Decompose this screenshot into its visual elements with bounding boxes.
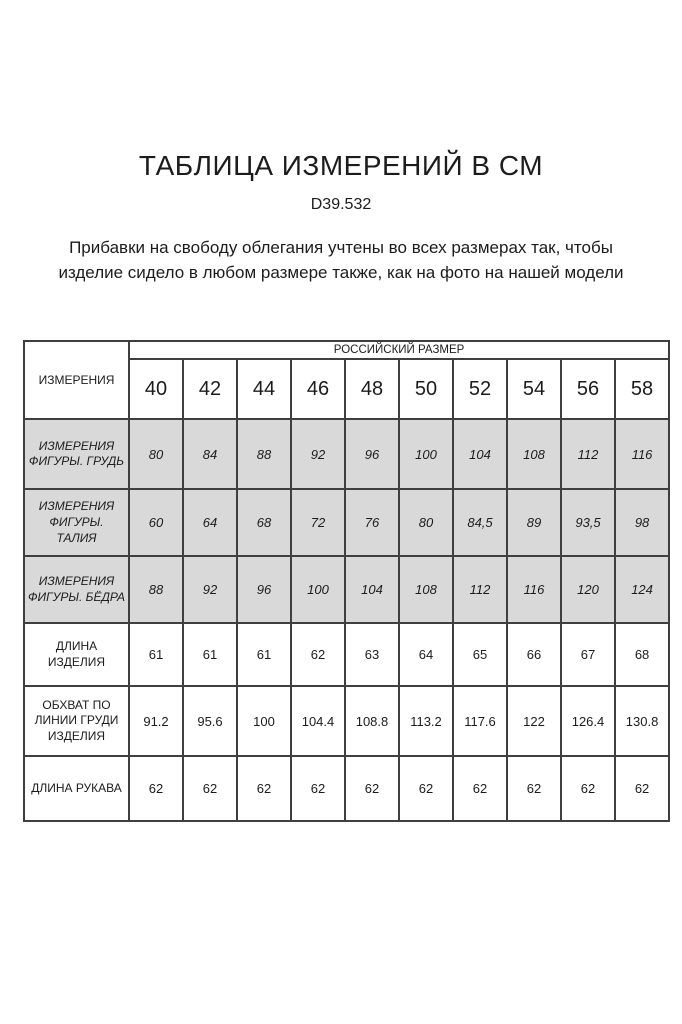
size-cell: 50: [399, 359, 453, 419]
size-group-header-row: [24, 341, 669, 359]
table-row: [24, 489, 669, 556]
row-label-cell: ИЗМЕРЕНИЯ ФИГУРЫ. ГРУДЬ: [24, 419, 129, 489]
value-cell: 61: [183, 623, 237, 686]
size-cell: 46: [291, 359, 345, 419]
value-cell: 92: [291, 419, 345, 489]
value-cell: 63: [345, 623, 399, 686]
value-cell: 64: [399, 623, 453, 686]
value-cell: 96: [237, 556, 291, 623]
value-cell: 104: [345, 556, 399, 623]
value-cell: 126.4: [561, 686, 615, 756]
size-cell: 42: [183, 359, 237, 419]
value-cell: 96: [345, 419, 399, 489]
value-cell: 112: [561, 419, 615, 489]
value-cell: 88: [237, 419, 291, 489]
value-cell: 61: [237, 623, 291, 686]
table-row: [24, 419, 669, 489]
value-cell: 113.2: [399, 686, 453, 756]
table-row: [24, 556, 669, 623]
row-label-cell: ИЗМЕРЕНИЯ ФИГУРЫ. БЁДРА: [24, 556, 129, 623]
value-cell: 88: [129, 556, 183, 623]
value-cell: 84,5: [453, 489, 507, 556]
value-cell: 62: [291, 756, 345, 821]
table-row: [24, 686, 669, 756]
value-cell: 108.8: [345, 686, 399, 756]
value-cell: 62: [615, 756, 669, 821]
value-cell: 67: [561, 623, 615, 686]
value-cell: 92: [183, 556, 237, 623]
value-cell: 84: [183, 419, 237, 489]
value-cell: 65: [453, 623, 507, 686]
size-cell: 56: [561, 359, 615, 419]
size-cell: 48: [345, 359, 399, 419]
value-cell: 95.6: [183, 686, 237, 756]
value-cell: 62: [399, 756, 453, 821]
size-cell: 44: [237, 359, 291, 419]
value-cell: 108: [399, 556, 453, 623]
value-cell: 68: [237, 489, 291, 556]
size-cell: 40: [129, 359, 183, 419]
value-cell: 62: [291, 623, 345, 686]
value-cell: 108: [507, 419, 561, 489]
value-cell: 62: [129, 756, 183, 821]
russian-size-header: РОССИЙСКИЙ РАЗМЕР: [129, 341, 669, 359]
value-cell: 62: [561, 756, 615, 821]
value-cell: 104.4: [291, 686, 345, 756]
value-cell: 80: [399, 489, 453, 556]
page-title: ТАБЛИЦА ИЗМЕРЕНИЙ В СМ: [138, 150, 544, 181]
fit-note-line-1: Прибавки на свободу облегания учтены во всех размерах так, чтобы: [69, 238, 613, 257]
row-label-cell: ОБХВАТ ПО ЛИНИИ ГРУДИ ИЗДЕЛИЯ: [24, 686, 129, 756]
value-cell: 89: [507, 489, 561, 556]
fit-note: [0, 236, 682, 285]
value-cell: 60: [129, 489, 183, 556]
value-cell: 62: [183, 756, 237, 821]
value-cell: 116: [615, 419, 669, 489]
value-cell: 76: [345, 489, 399, 556]
value-cell: 116: [507, 556, 561, 623]
value-cell: 117.6: [453, 686, 507, 756]
value-cell: 93,5: [561, 489, 615, 556]
value-cell: 112: [453, 556, 507, 623]
value-cell: 91.2: [129, 686, 183, 756]
value-cell: 62: [345, 756, 399, 821]
value-cell: 62: [453, 756, 507, 821]
row-label-cell: ДЛИНА ИЗДЕЛИЯ: [24, 623, 129, 686]
size-cell: 58: [615, 359, 669, 419]
value-cell: 100: [399, 419, 453, 489]
size-cell: 52: [453, 359, 507, 419]
model-code: D39.532: [310, 196, 372, 213]
value-cell: 124: [615, 556, 669, 623]
row-label-cell: ДЛИНА РУКАВА: [24, 756, 129, 821]
size-cell: 54: [507, 359, 561, 419]
value-cell: 130.8: [615, 686, 669, 756]
value-cell: 66: [507, 623, 561, 686]
row-label-cell: ИЗМЕРЕНИЯ ФИГУРЫ. ТАЛИЯ: [24, 489, 129, 556]
value-cell: 80: [129, 419, 183, 489]
value-cell: 120: [561, 556, 615, 623]
measurements-table: [23, 340, 670, 822]
value-cell: 62: [507, 756, 561, 821]
fit-note-line-2: изделие сидело в любом размере также, как на фото на нашей модели: [58, 262, 624, 282]
value-cell: 62: [237, 756, 291, 821]
measurement-rows: [24, 419, 669, 821]
value-cell: 61: [129, 623, 183, 686]
value-cell: 104: [453, 419, 507, 489]
value-cell: 72: [291, 489, 345, 556]
value-cell: 64: [183, 489, 237, 556]
value-cell: 68: [615, 623, 669, 686]
table-row: [24, 623, 669, 686]
table-row: [24, 756, 669, 821]
value-cell: 100: [237, 686, 291, 756]
measurements-corner-header: ИЗМЕРЕНИЯ: [24, 341, 129, 419]
value-cell: 100: [291, 556, 345, 623]
value-cell: 122: [507, 686, 561, 756]
value-cell: 98: [615, 489, 669, 556]
